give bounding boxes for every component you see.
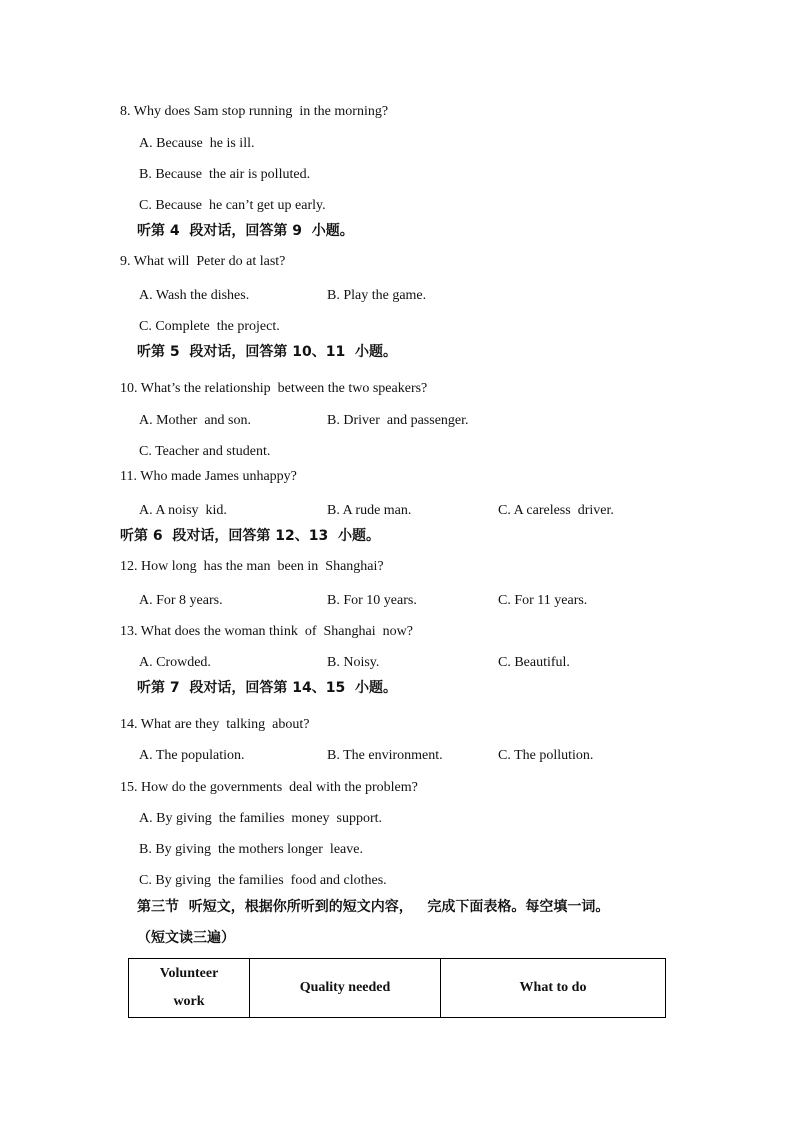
option-14c: C. The pollution. <box>498 748 594 763</box>
option-10b: B. Driver and passenger. <box>327 413 469 428</box>
option-11b: B. A rude man. <box>327 503 412 518</box>
table-header-row <box>129 959 666 1018</box>
option-12a: A. For 8 years. <box>139 593 223 608</box>
header-volunteer-line1: Volunteer <box>159 966 219 981</box>
part3-instruction: 第三节 听短文，根据你所听到的短文内容， 完成下面表格。每空填一词。 <box>137 899 610 915</box>
option-13c: C. Beautiful. <box>498 655 570 670</box>
question-10: 10. What’s the relationship between the two speakers? <box>120 381 428 396</box>
option-11c: C. A careless driver. <box>498 503 614 518</box>
question-9: 9. What will Peter do at last? <box>120 254 286 269</box>
header-what-to-do: What to do <box>441 959 666 1018</box>
section-heading-5: 听第 5 段对话，回答第 10、11 小题。 <box>137 344 397 360</box>
question-12: 12. How long has the man been in Shanghai? <box>120 559 384 574</box>
option-8b: B. Because the air is polluted. <box>139 167 311 182</box>
question-8: 8. Why does Sam stop running in the morning? <box>120 104 389 119</box>
option-13b: B. Noisy. <box>327 655 380 670</box>
question-11: 11. Who made James unhappy? <box>120 469 297 484</box>
option-10a: A. Mother and son. <box>139 413 251 428</box>
option-12c: C. For 11 years. <box>498 593 588 608</box>
header-volunteer-work <box>129 959 250 1018</box>
option-11a: A. A noisy kid. <box>139 503 227 518</box>
option-14a: A. The population. <box>139 748 245 763</box>
option-8a: A. Because he is ill. <box>139 136 255 151</box>
option-10c: C. Teacher and student. <box>139 444 271 459</box>
option-8c: C. Because he can’t get up early. <box>139 198 326 213</box>
section-heading-6: 听第 6 段对话，回答第 12、13 小题。 <box>120 528 380 544</box>
option-15b: B. By giving the mothers longer leave. <box>139 842 363 857</box>
part3-note: （短文读三遍） <box>137 930 235 946</box>
option-13a: A. Crowded. <box>139 655 211 670</box>
option-15a: A. By giving the families money support. <box>139 811 383 826</box>
option-9a: A. Wash the dishes. <box>139 288 250 303</box>
answer-table <box>128 958 666 1018</box>
question-15: 15. How do the governments deal with the problem? <box>120 780 418 795</box>
header-quality-needed: Quality needed <box>250 959 441 1018</box>
option-15c: C. By giving the families food and clothes. <box>139 873 387 888</box>
option-12b: B. For 10 years. <box>327 593 417 608</box>
question-13: 13. What does the woman think of Shanghai now? <box>120 624 413 639</box>
section-heading-4: 听第 4 段对话，回答第 9 小题。 <box>137 223 354 239</box>
section-heading-7: 听第 7 段对话，回答第 14、15 小题。 <box>137 680 397 696</box>
question-14: 14. What are they talking about? <box>120 717 310 732</box>
header-volunteer-line2: work <box>173 994 205 1009</box>
option-14b: B. The environment. <box>327 748 443 763</box>
option-9c: C. Complete the project. <box>139 319 280 334</box>
option-9b: B. Play the game. <box>327 288 427 303</box>
